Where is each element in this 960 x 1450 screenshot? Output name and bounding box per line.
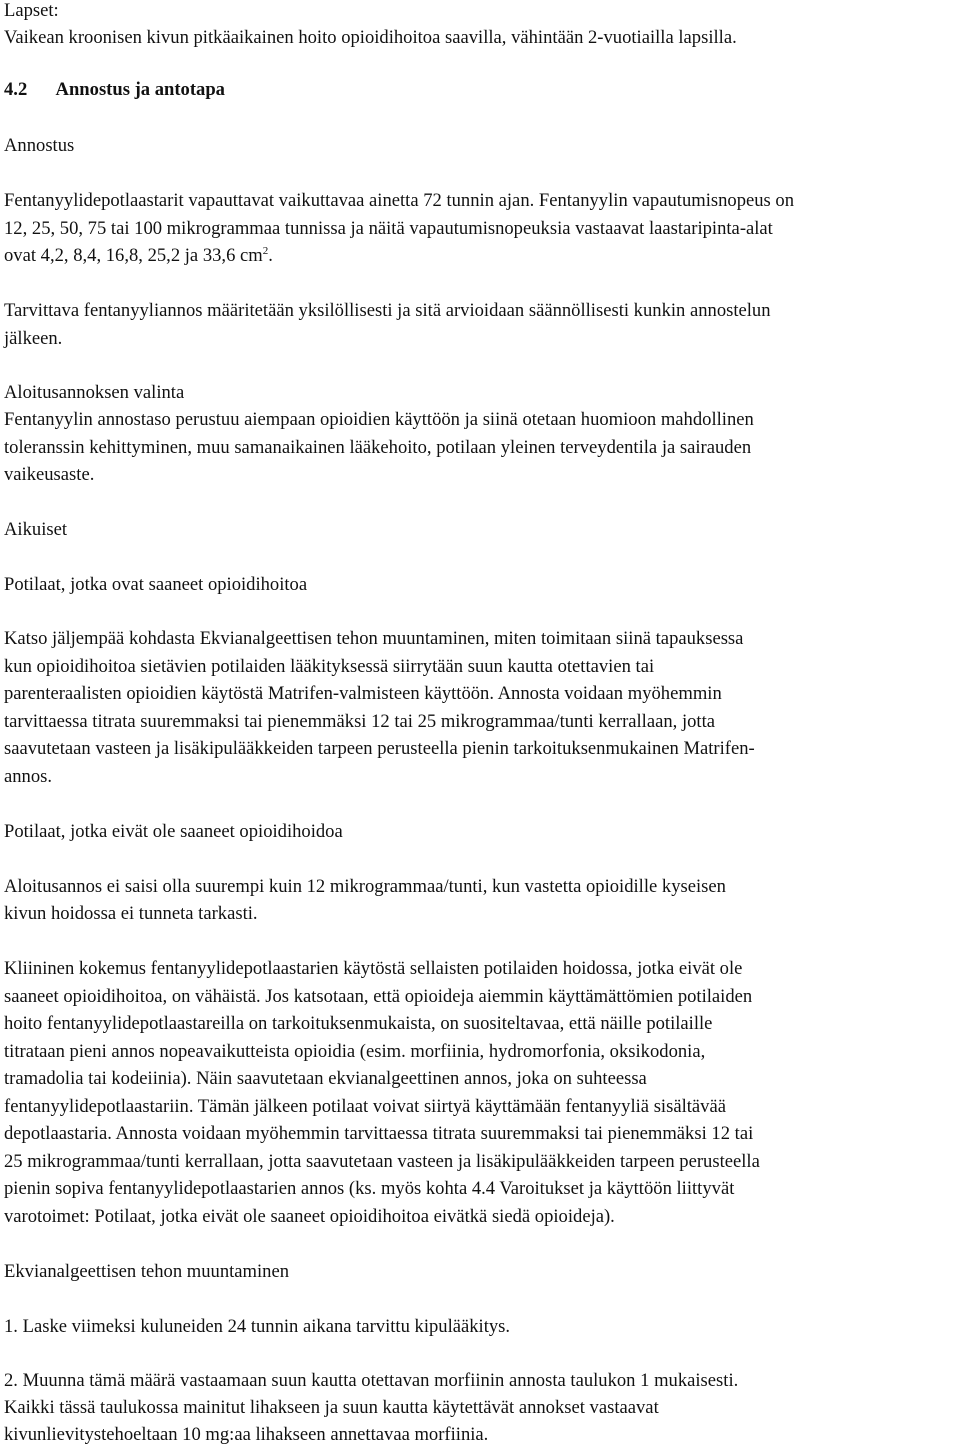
opioid-naive-p2-line: hoito fentanyylidepotlaastareilla on tarkoituksenmukaista, on suositeltavaa, että näille potilaille	[4, 1013, 713, 1034]
opioid-treated-line: kun opioidihoitoa sietävien potilaiden lääkityksessä siirrytään suun kautta otettavien tai	[4, 656, 655, 677]
opioid-naive-p2-line: depotlaastaria. Annosta voidaan myöhemmin tarvittaessa titrata suuremmaksi tai pienemmäksi 12 tai	[4, 1123, 754, 1144]
initial-dose-line-1: Fentanyylin annostaso perustuu aiempaan opioidien käyttöön ja siinä otetaan huomioon mahdollinen	[4, 409, 754, 430]
sentence-end: .	[268, 245, 273, 266]
opioid-treated-line: annos.	[4, 766, 53, 787]
opioid-treated-line: tarvittaessa titrata suuremmaksi tai pienemmäksi 12 tai 25 mikrogrammaa/tunti kerrallaan, jotta	[4, 711, 715, 732]
conversion-step-2-line: Kaikki tässä taulukossa mainitut lihakseen ja suun kautta käytettävät annokset vastaavat	[4, 1397, 659, 1418]
individual-line-2: jälkeen.	[4, 328, 63, 349]
conversion-step-1: 1. Laske viimeksi kuluneiden 24 tunnin aikana tarvittu kipulääkitys.	[4, 1316, 511, 1337]
opioid-treated-line: Katso jäljempää kohdasta Ekvianalgeettisen tehon muuntaminen, miten toimitaan siinä tapauksessa	[4, 628, 744, 649]
conversion-heading: Ekvianalgeettisen tehon muuntaminen	[4, 1261, 290, 1282]
dosage-line-3	[4, 245, 273, 267]
initial-dose-line-3: vaikeusaste.	[4, 464, 95, 485]
opioid-naive-p2-line: titrataan pieni annos nopeavaikutteista opioidia (esim. morfiinia, hydromorfonia, oksikodonia,	[4, 1041, 706, 1062]
dosage-line-1: Fentanyylidepotlaastarit vapauttavat vaikuttavaa ainetta 72 tunnin ajan. Fentanyylin vapautumisnopeus on	[4, 190, 795, 211]
opioid-naive-p2-line: 25 mikrogrammaa/tunti kerrallaan, jotta saavutetaan vasteen ja lisäkipulääkkeiden tarpeen perusteella	[4, 1151, 760, 1172]
opioid-naive-heading: Potilaat, jotka eivät ole saaneet opioidihoidoa	[4, 821, 343, 842]
dosage-heading: Annostus	[4, 135, 75, 156]
opioid-naive-p2-line: varotoimet: Potilaat, jotka eivät ole saaneet opioidihoitoa eivätkä siedä opioideja).	[4, 1206, 615, 1227]
opioid-naive-p2-line: pienin sopiva fentanyylidepotlaastarien annos (ks. myös kohta 4.4 Varoitukset ja käyttöön liittyvät	[4, 1178, 735, 1199]
initial-dose-heading: Aloitusannoksen valinta	[4, 382, 185, 403]
conversion-step-2-line: kivunlievitystehoeltaan 10 mg:aa lihakseen annettavaa morfiinia.	[4, 1424, 489, 1445]
conversion-step-2-line: 2. Muunna tämä määrä vastaamaan suun kautta otettavan morfiinin annosta taulukon 1 mukaisesti.	[4, 1370, 739, 1391]
section-title: Annostus ja antotapa	[55, 79, 225, 100]
opioid-treated-line: saavutetaan vasteen ja lisäkipulääkkeiden tarpeen perusteella pienin tarkoituksenmukainen Matrifen-	[4, 738, 755, 759]
individual-line-1: Tarvittava fentanyyliannos määritetään yksilöllisesti ja sitä arvioidaan säännöllisesti kunkin annostelun	[4, 300, 771, 321]
dosage-line-2: 12, 25, 50, 75 tai 100 mikrogrammaa tunnissa ja näitä vapautumisnopeuksia vastaavat laastaripinta-alat	[4, 218, 773, 239]
opioid-naive-p2-line: Kliininen kokemus fentanyylidepotlaastarien käytöstä sellaisten potilaiden hoidossa, jotka eivät ole	[4, 958, 743, 979]
section-number: 4.2	[4, 79, 28, 100]
children-label: Lapset:	[4, 0, 59, 21]
opioid-naive-p2-line: tramadolia tai kodeiinia). Näin saavutetaan ekvianalgeettinen annos, joka on suhteessa	[4, 1068, 647, 1089]
section-heading	[4, 79, 225, 101]
area-unit-exponent: 2	[262, 245, 269, 257]
opioid-naive-p1-line: Aloitusannos ei saisi olla suurempi kuin 12 mikrogrammaa/tunti, kun vastetta opioidille kyseisen	[4, 876, 726, 897]
initial-dose-line-2: toleranssin kehittyminen, muu samanaikainen lääkehoito, potilaan yleinen terveydentila ja sairauden	[4, 437, 752, 458]
opioid-treated-line: parenteraalisten opioidien käytöstä Matrifen-valmisteen käyttöön. Annosta voidaan myöhemmin	[4, 683, 722, 704]
opioid-naive-p2-line: saaneet opioidihoitoa, on vähäistä. Jos katsotaan, että opioideja aiemmin käyttämättömien potilaiden	[4, 986, 753, 1007]
opioid-treated-heading: Potilaat, jotka ovat saaneet opioidihoitoa	[4, 574, 308, 595]
adults-heading: Aikuiset	[4, 519, 68, 540]
children-indication: Vaikean kroonisen kivun pitkäaikainen hoito opioidihoitoa saavilla, vähintään 2-vuotiailla lapsilla.	[4, 27, 737, 48]
opioid-naive-p1-line: kivun hoidossa ei tunneta tarkasti.	[4, 903, 258, 924]
opioid-naive-p2-line: fentanyylidepotlaastariin. Tämän jälkeen potilaat voivat siirtyä käyttämään fentanyyliä sisältävää	[4, 1096, 726, 1117]
area-values: ovat 4,2, 8,4, 16,8, 25,2 ja 33,6 cm	[4, 245, 263, 266]
